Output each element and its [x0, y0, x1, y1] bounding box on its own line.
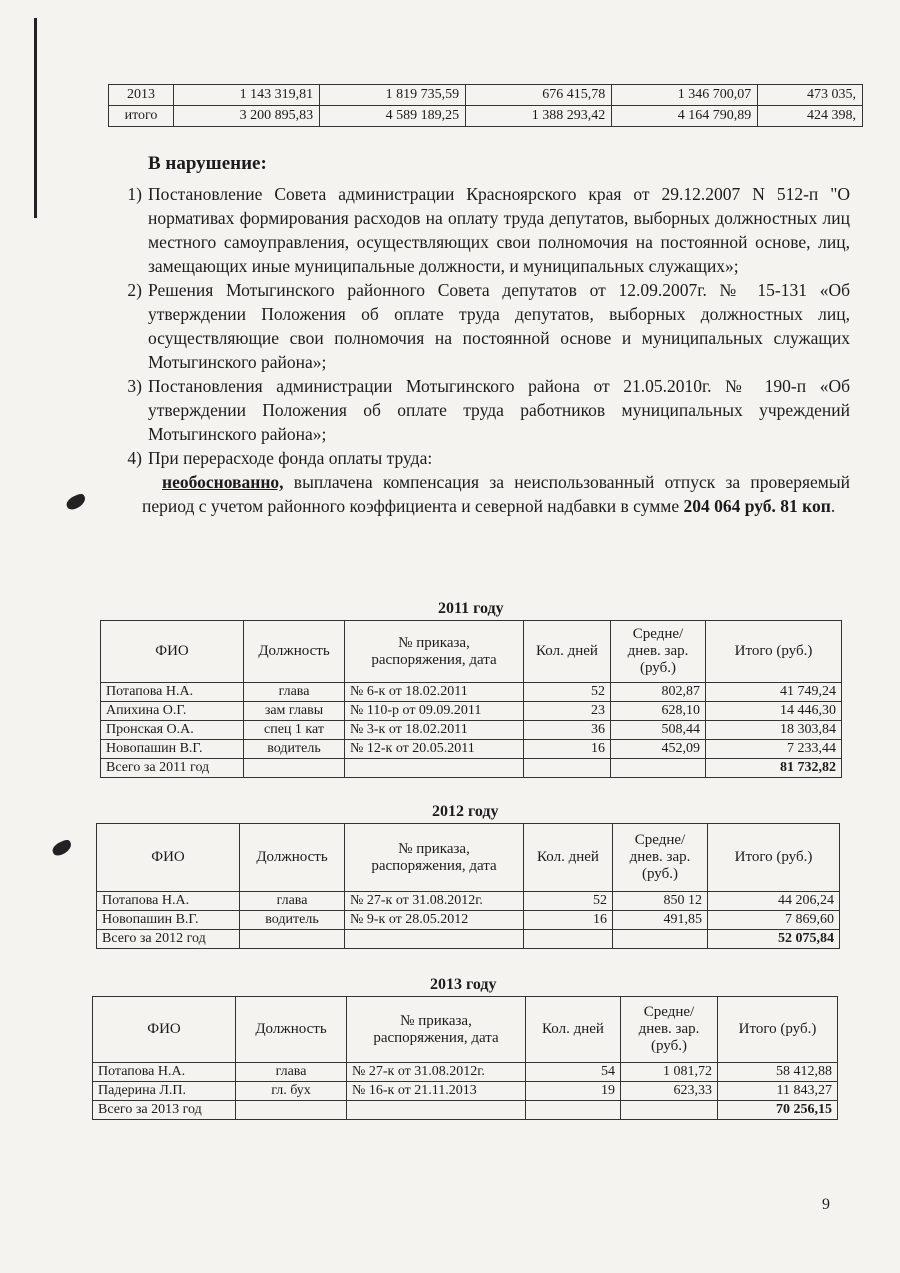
table-row: Потапова Н.А. глава № 6-к от 18.02.2011 52 802,87 41 749,24	[101, 683, 842, 702]
total-row: Всего за 2013 год 70 256,15	[93, 1101, 838, 1120]
table-row: Новопашин В.Г. водитель № 9-к от 28.05.2012 16 491,85 7 869,60	[97, 911, 840, 930]
compensation-table-2012	[96, 823, 840, 949]
section-heading: В нарушение:	[148, 153, 267, 174]
table-header-row: ФИО Должность № приказа, распоряжения, дата Кол. дней Средне/ днев. зар.(руб.) Итого (руб.)	[93, 997, 838, 1063]
ink-blot	[64, 492, 87, 511]
table-title-2012: 2012 году	[432, 803, 499, 820]
page-number: 9	[822, 1196, 830, 1213]
table-row: Потапова Н.А. глава № 27-к от 31.08.2012г. 54 1 081,72 58 412,88	[93, 1063, 838, 1082]
table-header-row: ФИО Должность № приказа, распоряжения, дата Кол. дней Средне/ днев. зар.(руб.) Итого (руб.)	[101, 621, 842, 683]
total-row: Всего за 2011 год 81 732,82	[101, 759, 842, 778]
total-row: Всего за 2012 год 52 075,84	[97, 930, 840, 949]
table-row: Пронская О.А. спец 1 кат № 3-к от 18.02.2011 36 508,44 18 303,84	[101, 721, 842, 740]
table-row: Новопашин В.Г. водитель № 12-к от 20.05.2011 16 452,09 7 233,44	[101, 740, 842, 759]
table-row: Падерина Л.П. гл. бух № 16-к от 21.11.2013 19 623,33 11 843,27	[93, 1082, 838, 1101]
overpayment-paragraph: необоснованно, выплачена компенсация за неиспользованный отпуск за проверяемый период с учетом районного коэффициента и северной надбавки в сумме 204 064 руб. 81 коп.	[142, 472, 850, 516]
summary-table	[108, 84, 863, 127]
compensation-table-2013	[92, 996, 838, 1120]
list-item: 3) Постановления администрации Мотыгинского района от 21.05.2010г. № 190-п «Об утверждении Положения об оплате труда работников муниципальных учреждений Мотыгинского района»;	[127, 376, 850, 444]
table-row: Апихина О.Г. зам главы № 110-р от 09.09.2011 23 628,10 14 446,30	[101, 702, 842, 721]
list-item: 2) Решения Мотыгинского районного Совета депутатов от 12.09.2007г. № 15-131 «Об утверждении Положения об оплате труда депутатов, выборных должностных лиц, осуществляющие свои полномочия на постоянной основе и муниципальных служащих Мотыгинского района»;	[127, 280, 850, 372]
compensation-table-2011	[100, 620, 842, 778]
table-row: Потапова Н.А. глава № 27-к от 31.08.2012г. 52 850 12 44 206,24	[97, 892, 840, 911]
table-header-row: ФИО Должность № приказа, распоряжения, дата Кол. дней Средне/ днев. зар.(руб.) Итого (руб.)	[97, 824, 840, 892]
list-item: 4) При перерасходе фонда оплаты труда:	[127, 448, 433, 468]
violation-section	[108, 152, 850, 518]
table-title-2013: 2013 году	[430, 976, 497, 993]
table-title-2011: 2011 году	[438, 600, 504, 617]
margin-line	[34, 18, 37, 218]
ink-blot	[50, 838, 73, 857]
list-item: 1) Постановление Совета администрации Красноярского края от 29.12.2007 N 512-п "О нормативах формирования расходов на оплату труда депутатов, выборных должностных лиц местного самоуправления, осуществляющих свои полномочия на постоянной основе, лиц, замещающих иные муниципальные должности, и муниципальных служащих»;	[127, 184, 850, 276]
table-row: 2013 1 143 319,81 1 819 735,59 676 415,78 1 346 700,07 473 035,	[109, 85, 863, 106]
table-row: итого 3 200 895,83 4 589 189,25 1 388 293,42 4 164 790,89 424 398,	[109, 106, 863, 127]
